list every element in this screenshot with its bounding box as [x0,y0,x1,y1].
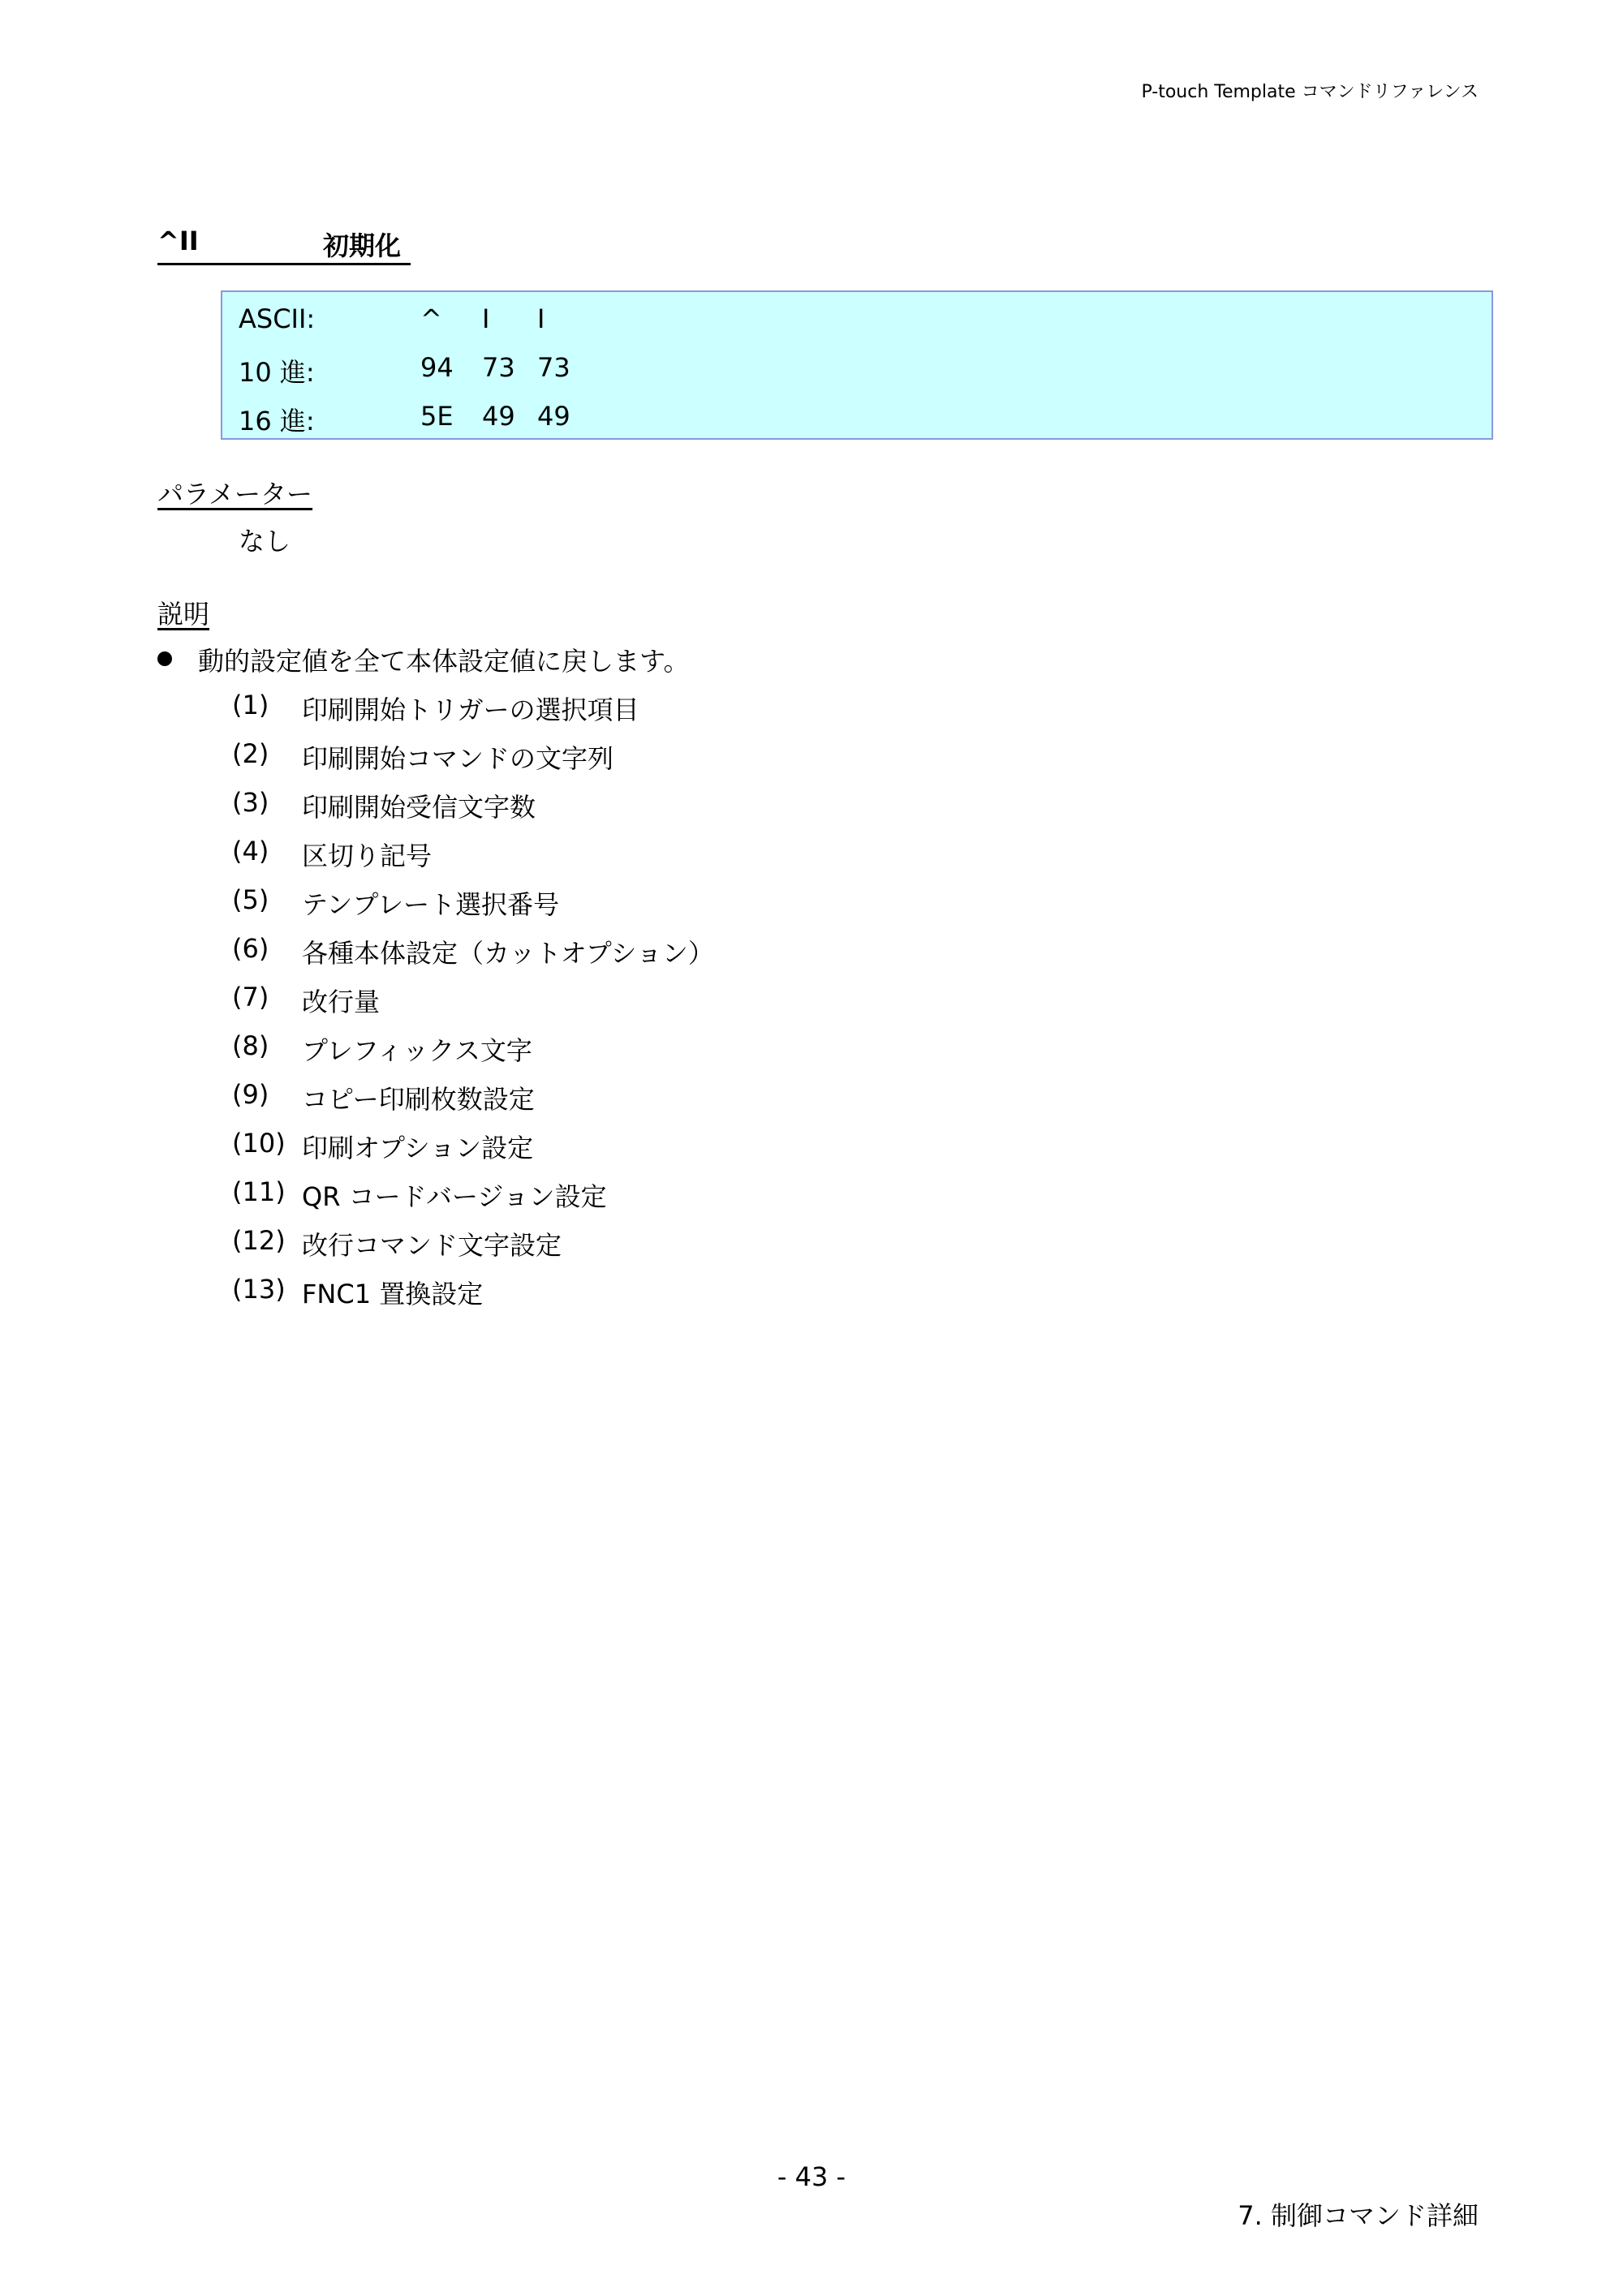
code-value: 94 [420,352,454,383]
code-value: 49 [482,401,515,432]
item-text: 印刷開始トリガーの選択項目 [302,694,639,725]
parameters-value: なし [239,526,291,557]
item-text: コピー印刷枚数設定 [302,1084,535,1115]
parameters-heading: パラメーター [157,479,313,510]
item-number: (9) [232,1079,269,1110]
item-text: プレフィックス文字 [302,1035,532,1066]
item-text: 印刷開始コマンドの文字列 [302,743,614,774]
code-value: 49 [537,401,570,432]
item-number: (6) [232,933,269,964]
item-number: (3) [232,787,269,818]
code-value: 5E [420,401,454,432]
command-title [157,226,411,265]
code-value: 73 [482,352,515,383]
code-value: ^ [420,303,442,334]
item-number: (5) [232,884,269,915]
code-label: ASCII: [239,303,316,334]
item-number: (4) [232,836,269,866]
item-text: FNC1 置換設定 [302,1279,484,1309]
item-text: 各種本体設定（カットオプション） [302,938,714,969]
item-number: (10) [232,1128,286,1159]
running-header: P-touch Template コマンドリファレンス [1141,82,1479,102]
code-value: I [482,303,490,334]
item-number: (11) [232,1176,286,1207]
bullet-text: 動的設定値を全て本体設定値に戻します。 [198,646,690,677]
bullet-icon [157,651,172,666]
item-text: 印刷オプション設定 [302,1133,534,1163]
item-text: 改行量 [302,987,381,1017]
command-name: 初期化 [323,230,402,261]
page-number: - 43 - [777,2161,846,2192]
item-text: テンプレート選択番号 [302,889,560,920]
code-table [221,290,1493,440]
item-number: (1) [232,690,269,720]
command-code: ^II [157,226,199,256]
description-heading: 説明 [157,599,210,630]
code-label: 16 進: [239,406,315,436]
item-text: 区切り記号 [302,841,433,871]
item-number: (7) [232,982,269,1013]
item-number: (12) [232,1225,286,1256]
item-number: (2) [232,738,269,769]
item-text: QR コードバージョン設定 [302,1181,607,1212]
code-value: 73 [537,352,570,383]
item-number: (8) [232,1030,269,1061]
chapter-footer: 7. 制御コマンド詳細 [1238,2200,1479,2231]
item-text: 印刷開始受信文字数 [302,792,536,823]
item-text: 改行コマンド文字設定 [302,1230,562,1261]
code-value: I [537,303,545,334]
code-label: 10 進: [239,357,315,388]
item-number: (13) [232,1274,286,1305]
